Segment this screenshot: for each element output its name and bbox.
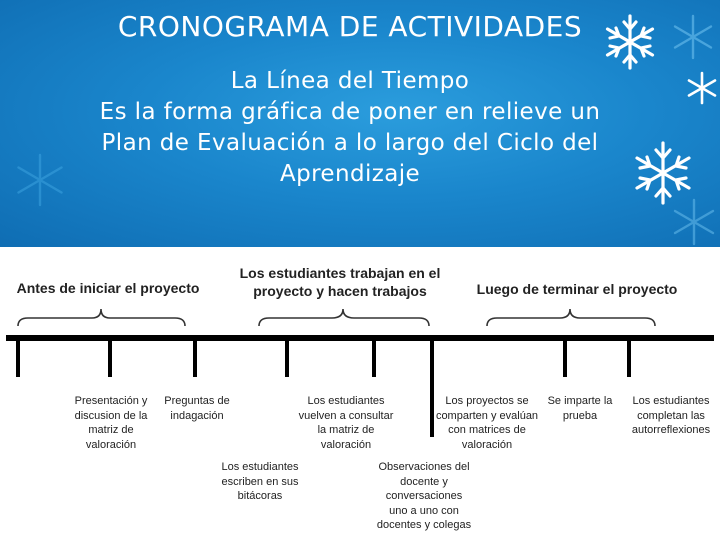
activity-label: Se imparte la prueba bbox=[547, 395, 613, 422]
timeline-bar bbox=[6, 335, 714, 341]
phase-label-after: Luego de terminar el proyecto bbox=[476, 281, 678, 297]
slide-title: CRONOGRAMA DE ACTIVIDADES bbox=[117, 10, 583, 43]
snowflake-icon bbox=[668, 196, 720, 247]
activity-label: Los estudiantes escriben en sus bitácoras bbox=[221, 461, 299, 502]
phase-label-during: Los estudiantes trabajan en el proyecto y hacen trabajos bbox=[239, 265, 441, 299]
subtitle-line: Aprendizaje bbox=[279, 161, 421, 187]
phase-label-before: Antes de iniciar el proyecto bbox=[16, 280, 200, 296]
subtitle-line: La Línea del Tiempo bbox=[230, 68, 470, 94]
slide-header bbox=[0, 0, 720, 247]
timeline-diagram bbox=[0, 247, 720, 540]
activity-label: Observaciones del docente y conversaciones uno a uno con docentes y colegas bbox=[376, 461, 472, 531]
slide-subtitle bbox=[0, 66, 700, 190]
subtitle-line: Plan de Evaluación a lo largo del Ciclo del bbox=[101, 130, 599, 156]
phase-brace bbox=[18, 309, 655, 326]
activity-label: Preguntas de indagación bbox=[164, 395, 230, 422]
activity-label: Los estudiantes completan las autorreflexiones bbox=[631, 395, 711, 436]
activity-label: Presentación y discusion de la matriz de valoración bbox=[74, 395, 148, 451]
activity-label: Los estudiantes vuelven a consultar la matriz de valoración bbox=[298, 395, 394, 451]
subtitle-line: Es la forma gráfica de poner en relieve un bbox=[99, 99, 601, 125]
activity-label: Los proyectos se comparten y evalúan con matrices de valoración bbox=[435, 395, 539, 451]
